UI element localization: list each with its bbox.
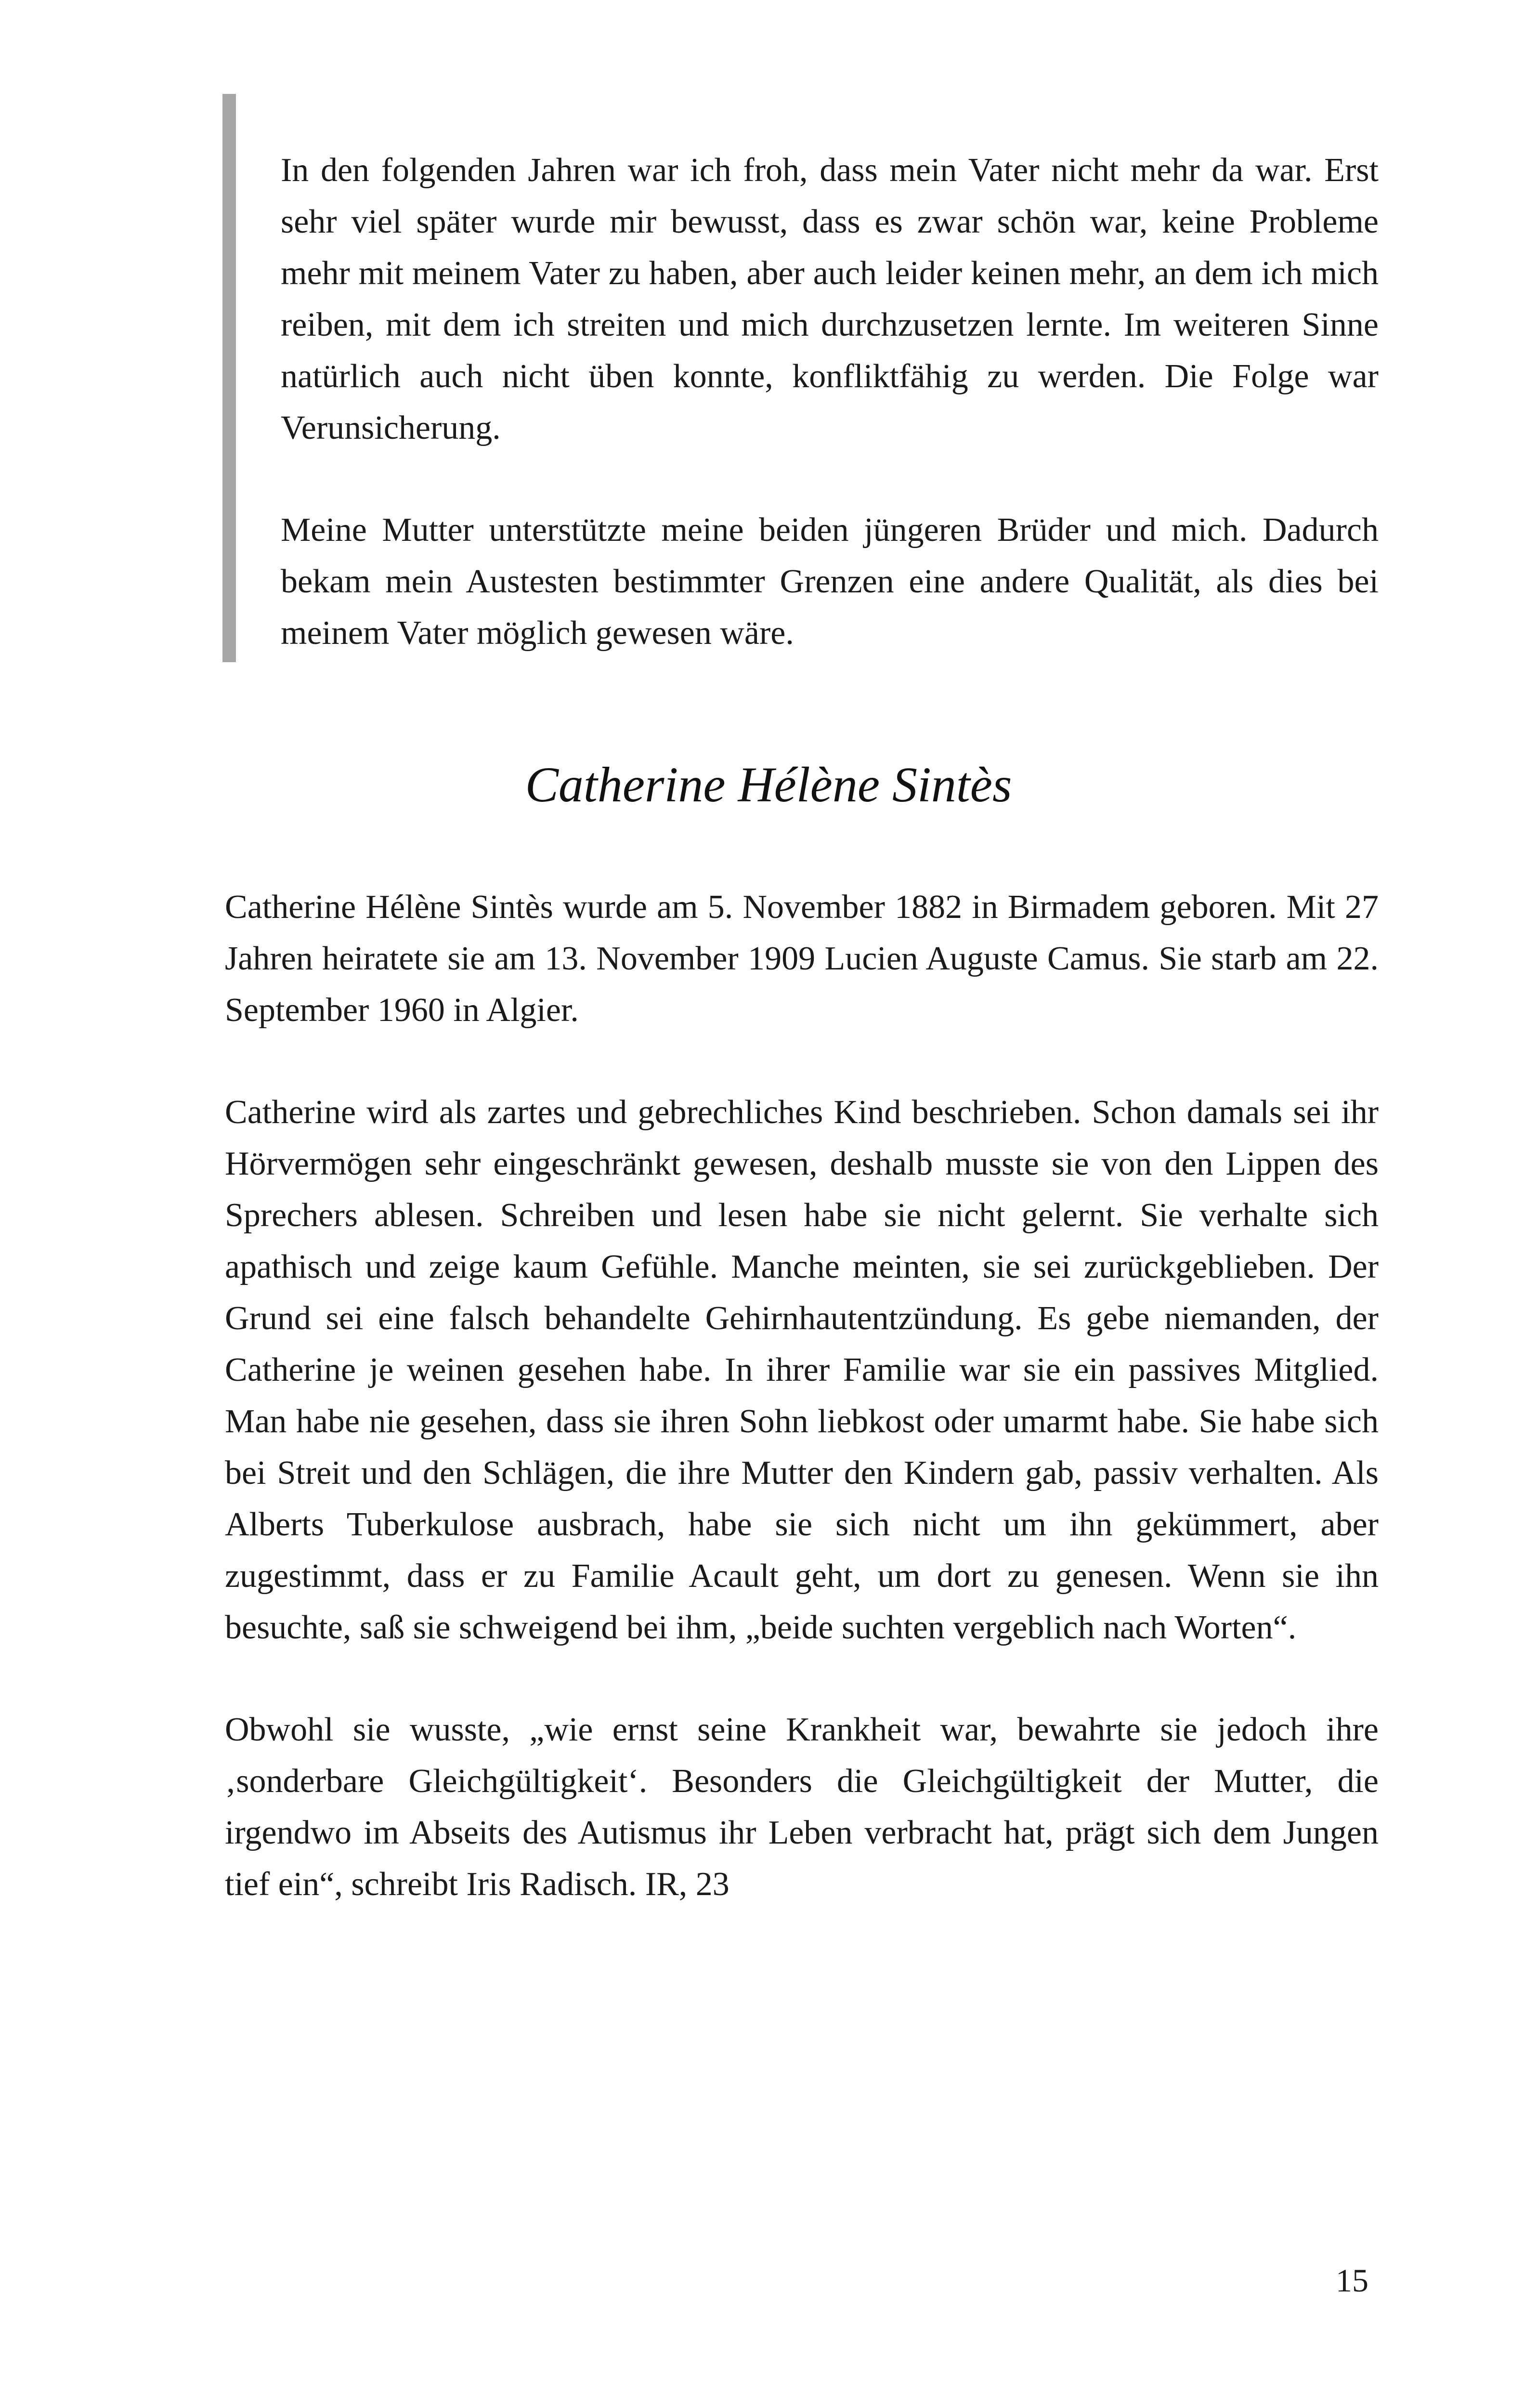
block-quote bbox=[281, 144, 1379, 659]
section-heading: Catherine Hélène Sintès bbox=[525, 757, 1012, 812]
body-paragraph: Obwohl sie wusste, „wie ernst seine Krankheit war, bewahrte sie jedoch ihre ‚sonderbare Gleichgültigkeit‘. Besonders die Gleichgültigkeit der Mutter, die irgendwo im Abseits des Autismus ihr Leben verbracht hat, prägt sich dem Jungen tief ein“, schreibt Iris Radisch. IR, 23 bbox=[225, 1711, 1379, 1903]
quote-paragraph: In den folgenden Jahren war ich froh, dass mein Vater nicht mehr da war. Erst sehr viel später wurde mir bewusst, dass es zwar schön war, keine Probleme mehr mit meinem Vater zu haben, aber auch leider keinen mehr, an dem ich mich reiben, mit dem ich streiten und mich durchzusetzen lernte. Im weiteren Sinne natürlich auch nicht üben konnte, konfliktfähig zu werden. Die Folge war Verunsicherung. bbox=[281, 152, 1379, 446]
page-number: 15 bbox=[1336, 2262, 1368, 2299]
body-paragraph: Catherine Hélène Sintès wurde am 5. November 1882 in Birmadem geboren. Mit 27 Jahren heiratete sie am 13. November 1909 Lucien Auguste Camus. Sie starb am 22. September 1960 in Algier. bbox=[225, 889, 1379, 1029]
quote-bar bbox=[222, 94, 236, 662]
quote-paragraph: Meine Mutter unterstützte meine beiden jüngeren Brüder und mich. Dadurch bekam mein Austesten bestimmter Grenzen eine andere Qualität, als dies bei meinem Vater möglich gewesen wäre. bbox=[281, 511, 1379, 652]
section-body bbox=[225, 881, 1379, 1910]
body-paragraph: Catherine wird als zartes und gebrechliches Kind beschrieben. Schon damals sei ihr Hörvermögen sehr eingeschränkt gewesen, deshalb musste sie von den Lippen des Sprechers ablesen. Schreiben und lesen habe sie nicht gelernt. Sie verhalte sich apathisch und zeige kaum Gefühle. Manche meinten, sie sei zurückgeblieben. Der Grund sei eine falsch behandelte Gehirnhautentzündung. Es gebe niemanden, der Catherine je weinen gesehen habe. In ihrer Familie war sie ein passives Mitglied. Man habe nie gesehen, dass sie ihren Sohn liebkost oder umarmt habe. Sie habe sich bei Streit und den Schlägen, die ihre Mutter den Kindern gab, passiv verhalten. Als Alberts Tuberkulose ausbrach, habe sie sich nicht um ihn gekümmert, aber zugestimmt, dass er zu Familie Acault geht, um dort zu genesen. Wenn sie ihn besuchte, saß sie schweigend bei ihm, „beide suchten vergeblich nach Worten“. bbox=[225, 1094, 1379, 1646]
